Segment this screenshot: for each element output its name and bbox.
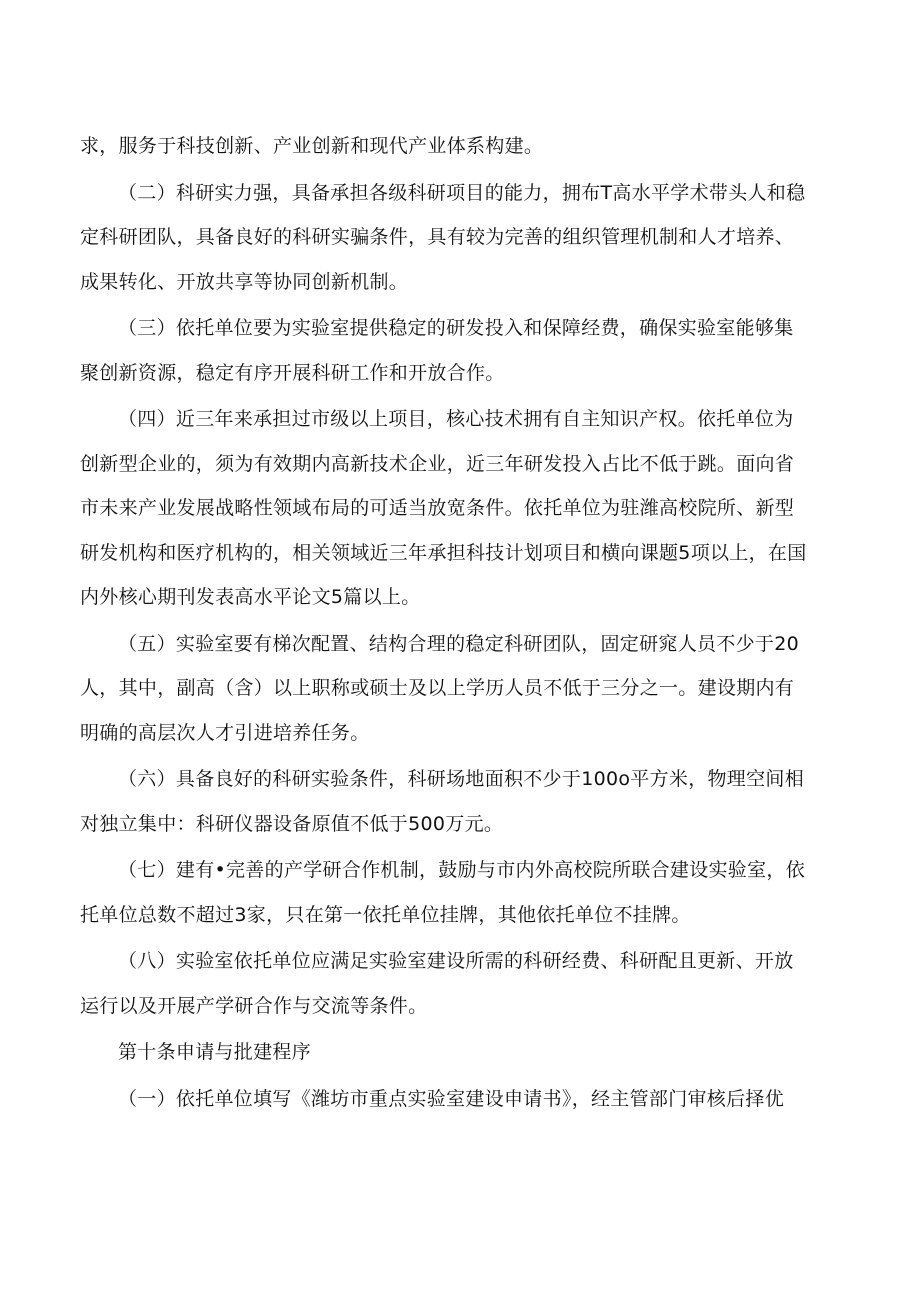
text-line: 对独立集中：科研仪器设备原值不低于500万元。 [80, 812, 504, 835]
paragraph [80, 306, 840, 395]
paragraph [80, 397, 840, 620]
text-line: 运行以及开展产学研合作与交流等条件。 [80, 994, 428, 1017]
text-line: （五）实验室要有梯次配置、结构合理的稳定科研团队，固定研窕人员不少于20 [118, 632, 799, 655]
text-line: 研发机构和医疗机构的，相关领域近三年承担科技计划项目和横向课题5项以上，在国 [80, 541, 807, 564]
document-body [80, 124, 840, 1121]
text-line: （四）近三年来承担过市级以上项目，核心技术拥有自主知识产权。依托单位为 [118, 408, 794, 430]
text-line: 市未来产业发展战略性领域布局的可适当放宽条件。依托单位为驻潍高校院所、新型 [80, 497, 795, 519]
section-heading [80, 1030, 840, 1075]
paragraph [80, 848, 840, 937]
text-line: 内外核心期刊发表高水平论文5篇以上。 [80, 586, 421, 608]
text-line: 人，其中，副高（含）以上职称或硕士及以上学历人员不低于三分之一。建设期内有 [80, 677, 795, 699]
paragraph [80, 757, 840, 846]
text-line: （三）依托单位要为实验室提供稳定的研发投入和保障经费，确保实验室能够集 [118, 317, 794, 339]
text-line: 创新型企业的，须为有效期内高新技术企业，近三年研发投入占比不低于跳。面向省 [80, 452, 795, 475]
text-line: 托单位总数不超过3家，只在第一依托单位挂牌，其他依托单位不挂牌。 [80, 903, 691, 926]
paragraph [80, 1077, 840, 1122]
text-line: （七）建有•完善的产学研合作机制，鼓励与市内外高校院所联合建设实验室，依 [118, 859, 806, 881]
paragraph [80, 939, 840, 1028]
text-line: （二）科研实力强，具备承担各级科研项目的能力，拥布T高水平学术带头人和稳 [118, 181, 806, 204]
text-line: 求，服务于科技创新、产业创新和现代产业体系构建。 [80, 135, 544, 157]
text-line: 成果转化、开放共享等协同创新机制。 [80, 270, 409, 293]
text-line: （六）具备良好的科研实验条件，科研场地面积不少于100o平方米，物理空间相 [118, 768, 804, 790]
text-line: （八）实验室依托单位应满足实验室建设所需的科研经费、科研配且更新、开放 [118, 950, 794, 972]
text-line: 第十条申请与批建程序 [118, 1041, 312, 1063]
paragraph [80, 622, 840, 756]
paragraph [80, 171, 840, 305]
text-line: 明确的高层次人才引进培养任务。 [80, 721, 370, 744]
text-line: 定科研团队，具备良好的科研实骗条件，具有较为完善的组织管理机制和人才培养、 [80, 226, 795, 248]
paragraph [80, 124, 840, 169]
text-line: （一）依托单位填写《潍坊市重点实验室建设申请书》，经主管部门审核后择优 [118, 1087, 785, 1110]
text-line: 聚创新资源，稳定有序开展科研工作和开放合作。 [80, 361, 505, 384]
